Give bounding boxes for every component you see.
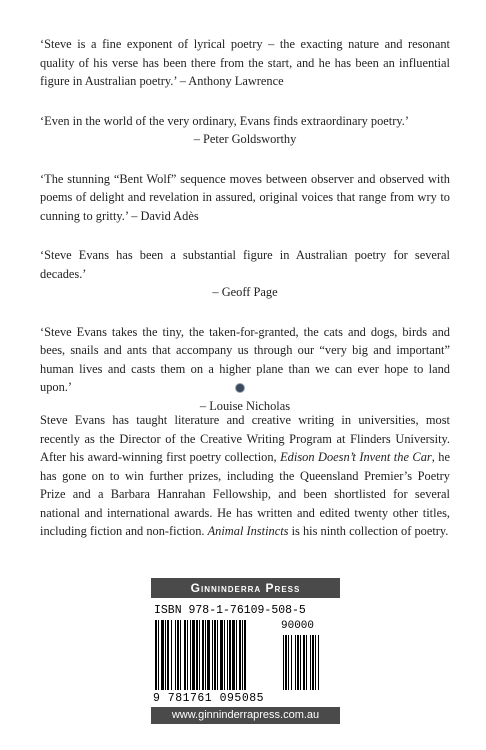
addon-bar: [318, 635, 319, 690]
barcode-bar: [184, 620, 186, 690]
price-code: 90000: [281, 620, 315, 632]
quote-david-ades: [40, 170, 450, 226]
addon-bar: [315, 635, 316, 690]
quote-text: ‘The stunning “Bent Wolf” sequence moves between observer and observed with poems of delight and revelation in assured, original voices that range from wry to cunning to gritty.’ – David Adès: [40, 171, 450, 223]
quote-attribution: – Geoff Page: [212, 285, 278, 299]
quote-geoff-page: [40, 246, 450, 302]
addon-bar: [285, 635, 287, 690]
quote-text: ‘Steve Evans has been a substantial figure in Australian poetry for several decades.’: [40, 248, 450, 281]
barcode-bar: [177, 620, 179, 690]
bio-text: , he has gone on to win further prizes, including the Queensland Premier’s Poetry Prize and a Barbara Hanrahan Fellowship, and been shortlisted for several national and international awards. He has written and edited twenty other titles, including fiction and non-fiction.: [40, 450, 450, 538]
barcode-bar: [190, 620, 191, 690]
barcode-bar: [207, 620, 210, 690]
quote-attribution: – Peter Goldsworthy: [193, 132, 297, 146]
bio-text: is his ninth collection of poetry.: [288, 524, 449, 538]
barcode-bar: [196, 620, 198, 690]
barcode-bar: [217, 620, 218, 690]
barcode-bar: [244, 620, 246, 690]
section-divider-ornament: [236, 384, 244, 392]
barcode-bar: [214, 620, 216, 690]
barcode-bar: [242, 620, 243, 690]
quote-text: ‘Steve is a fine exponent of lyrical poetry – the exacting nature and resonant quality of his verse has been there from the start, and he has been an influential figure in Australian poetry.’ – Anthony Lawrence: [40, 37, 450, 88]
barcode-bars: [151, 620, 340, 706]
addon-bar: [300, 635, 301, 690]
barcode-bar: [236, 620, 237, 690]
addon-bar: [288, 635, 289, 690]
quote-text: ‘Steve Evans takes the tiny, the taken-for-granted, the cats and dogs, birds and bees, snails and ants that accompany us through our “very big and important” human lives and casts them on a higher plane than we can ever hope to land upon.’: [40, 324, 450, 394]
publisher-url: www.ginninderrapress.com.au: [151, 707, 340, 724]
addon-bar: [306, 635, 307, 690]
addon-bar: [310, 635, 311, 690]
publisher-name: Ginninderra Press: [151, 578, 340, 598]
barcode-bar: [205, 620, 206, 690]
barcode-block: [151, 578, 340, 724]
barcode-bar: [175, 620, 176, 690]
addon-bar: [291, 635, 292, 690]
addon-bar: [297, 635, 299, 690]
barcode-bar: [155, 620, 157, 690]
barcode-bar: [227, 620, 228, 690]
barcode-bar: [232, 620, 235, 690]
addon-bar: [283, 635, 284, 690]
addon-bar: [312, 635, 314, 690]
quote-peter-goldsworthy: [40, 112, 450, 149]
barcode-bar: [167, 620, 169, 690]
barcode-bar: [199, 620, 200, 690]
barcode-bar: [212, 620, 213, 690]
barcode-bar: [229, 620, 231, 690]
quote-louise-nicholas: [40, 323, 450, 416]
bio-text: Steve Evans has taught literature and creative writing in universities, most recently as the Director of the Creative Writing Program at Flinders University. After his award-winning first poetry collection,: [40, 413, 450, 464]
barcode-bar: [224, 620, 225, 690]
barcode-bar: [161, 620, 164, 690]
barcode-bar: [158, 620, 159, 690]
barcode-bar: [220, 620, 223, 690]
barcode-bar: [202, 620, 204, 690]
quote-attribution: – Louise Nicholas: [199, 398, 291, 413]
bio-book-title: Edison Doesn’t Invent the Car: [280, 450, 432, 464]
barcode-bar: [165, 620, 166, 690]
barcode-bar: [171, 620, 172, 690]
author-bio: [40, 411, 450, 541]
ean-digits: 9 781761 095085: [153, 692, 265, 705]
barcode-bar: [239, 620, 241, 690]
praise-quotes: [40, 35, 450, 436]
bio-book-title: Animal Instincts: [207, 524, 289, 538]
isbn-label: ISBN 978-1-76109-508-5: [154, 604, 306, 617]
barcode-bar: [192, 620, 195, 690]
quote-text: ‘Even in the world of the very ordinary, Evans finds extraordinary poetry.’: [40, 113, 409, 128]
addon-bar: [295, 635, 296, 690]
barcode-bar: [180, 620, 181, 690]
barcode-bar: [187, 620, 188, 690]
quote-anthony-lawrence: [40, 35, 450, 91]
addon-bar: [303, 635, 305, 690]
